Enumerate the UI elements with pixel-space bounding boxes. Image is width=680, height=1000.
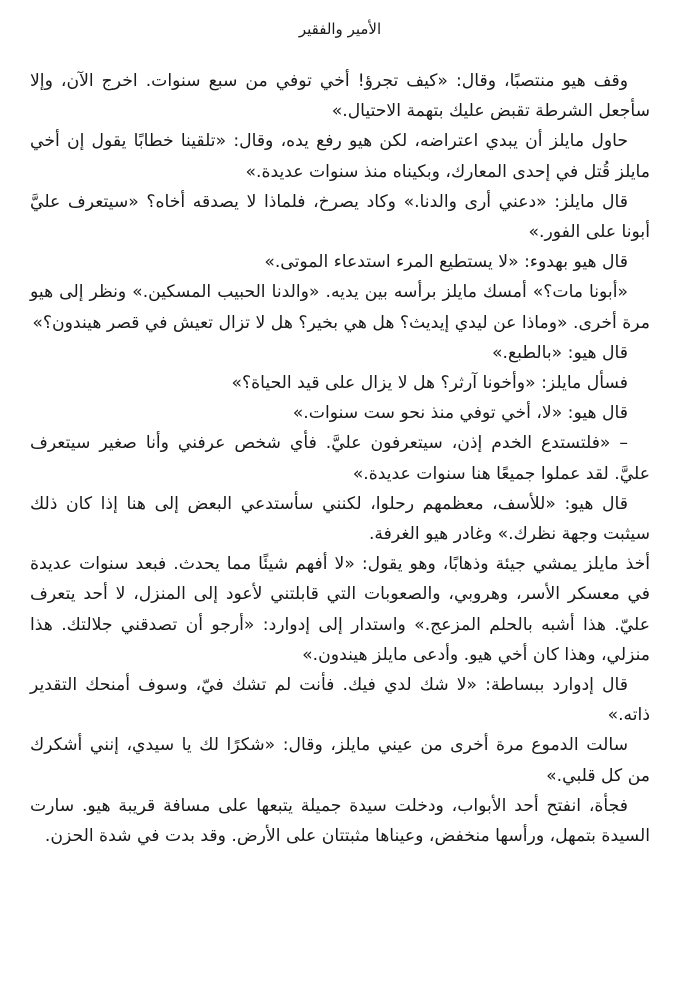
paragraph: «أبونا مات؟» أمسك مايلز برأسه بين يديه. «والدنا الحبيب المسكين.» ونظر إلى هيو مرة أخرى. «وماذا عن ليدي إيديث؟ هل هي بخير؟ هل لا تزال تعيش في قصر هيندون؟» — [30, 282, 650, 333]
paragraph: قال مايلز: «دعني أرى والدنا.» وكاد يصرخ، فلماذا لا يصدقه أخاه؟ «سيتعرف عليَّ أبونا على الفور.» — [30, 191, 650, 243]
paragraph: سالت الدموع مرة أخرى من عيني مايلز، وقال: «شكرًا لك يا سيدي، إنني أشكرك من كل قلبي.» — [30, 735, 650, 786]
paragraph: وقف هيو منتصبًا، وقال: «كيف تجرؤ! أخي توفي من سبع سنوات. اخرج الآن، وإلا سأجعل الشرطة تقبض عليك بتهمة الاحتيال.» — [30, 71, 650, 122]
paragraph: أخذ مايلز يمشي جيئة وذهابًا، وهو يقول: «لا أفهم شيئًا مما يحدث. فبعد سنوات عديدة في معسكر الأسر، وهروبي، والصعوبات التي قابلتني لأعود إلى المنزل، لا أحد يتعرف عليّ. هذا أشبه بالحلم المزعج.» واستدار إلى إدوارد: «أرجو أن تصدقني جلالتك. هذا منزلي، وهذا كان أخي هيو. وأدعى مايلز هيندون.» — [30, 554, 650, 665]
paragraph: – «فلتستدع الخدم إذن، سيتعرفون عليَّ. فأي شخص عرفني وأنا صغير سيتعرف عليَّ. لقد عملوا جميعًا هنا سنوات عديدة.» — [30, 433, 650, 484]
running-header: الأمير والفقير — [298, 20, 382, 38]
body-text — [30, 66, 650, 851]
paragraph: فجأة، انفتح أحد الأبواب، ودخلت سيدة جميلة يتبعها على مسافة قريبة هيو. سارت السيدة بتمهل، ورأسها منخفض، وعيناها مثبتتان على الأرض. وقد بدت في شدة الحزن. — [30, 795, 650, 847]
paragraph: قال هيو: «بالطبع.» — [492, 342, 628, 363]
paragraph: فسأل مايلز: «وأخونا آرثر؟ هل لا يزال على قيد الحياة؟» — [231, 373, 628, 394]
paragraph: قال هيو بهدوء: «لا يستطيع المرء استدعاء الموتى.» — [264, 252, 628, 273]
paragraph: قال إدوارد ببساطة: «لا شك لدي فيك. فأنت لم تشك فيّ، وسوف أمنحك التقدير ذاته.» — [30, 675, 650, 726]
paragraph: حاول مايلز أن يبدي اعتراضه، لكن هيو رفع يده، وقال: «تلقينا خطابًا يقول إن أخي مايلز قُتل في إحدى المعارك، وبكيناه منذ سنوات عديدة.» — [30, 131, 650, 182]
paragraph: قال هيو: «لا، أخي توفي منذ نحو ست سنوات.» — [292, 403, 628, 424]
paragraph: قال هيو: «للأسف، معظمهم رحلوا، لكنني سأستدعي البعض إلى هنا إذا كان ذلك سيثبت وجهة نظرك.» وغادر هيو الغرفة. — [30, 493, 650, 545]
